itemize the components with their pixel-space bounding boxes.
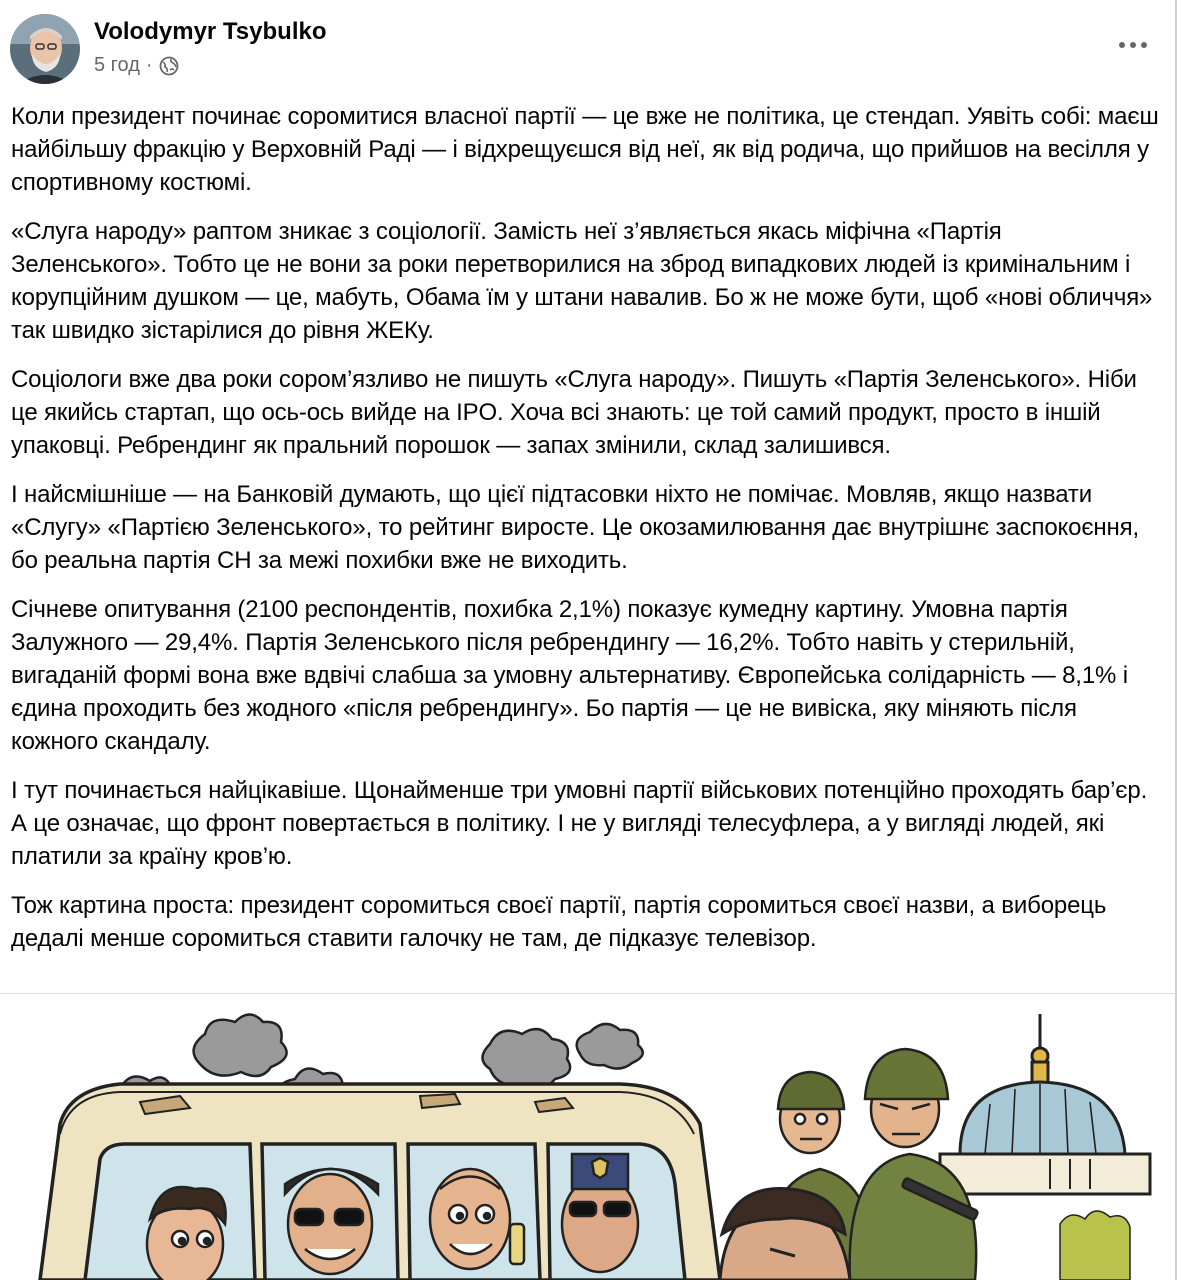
author-name[interactable]: Volodymyr Tsybulko — [94, 18, 327, 45]
globe-icon[interactable] — [159, 56, 179, 76]
post-paragraph-2: «Слуга народу» раптом зникає з соціології. Замість неї з’являється якась міфічна «Партія Зеленського». Тобто це не вони за роки перетворилися на зброд випадкових людей із кримінальним і корупційним душком — це, мабуть, Обама їм у штани навалив. Бо ж не може бути, щоб «нові обличчя» так швидко зістарілися до рівня ЖЕКу. — [11, 218, 1153, 344]
avatar-photo — [10, 14, 80, 84]
post-header — [10, 12, 1167, 86]
post-meta — [94, 54, 179, 77]
cartoon-illustration — [0, 994, 1177, 1280]
post-paragraph-1: Коли президент починає соромитися власної партії — це вже не політика, це стендап. Уявіть собі: маєш найбільшу фракцію у Верховній Раді — і відхрещуєшся від неї, як від родича, що прийшов на весілля у спортивному костюмі. — [11, 103, 1159, 196]
post-paragraph-5: Січневе опитування (2100 респондентів, похибка 2,1%) показує кумедну картину. Умовна партія Залужного — 29,4%. Партія Зеленського після ребрендингу — 16,2%. Тобто навіть у стерильній, вигаданій формі вона вже вдвічі слабша за умовну альтернативу. Європейська солідарність — 8,1% і єдина проходить без жодного «після ребрендингу». Бо партія — це не вивіска, яку міняють після кожного скандалу. — [11, 596, 1128, 755]
more-horizontal-icon — [1118, 41, 1148, 49]
more-options-button[interactable] — [1113, 32, 1153, 58]
post-paragraph-6: І тут починається найцікавіше. Щонайменше три умовні партії військових потенційно проходять бар’єр. А це означає, що фронт повертається в політику. І не у вигляді телесуфлера, а у вигляді людей, які платили за країну кров’ю. — [11, 777, 1148, 870]
meta-separator: · — [145, 54, 153, 76]
post-cartoon-image[interactable] — [0, 994, 1177, 1280]
author-avatar[interactable] — [10, 14, 80, 84]
post-paragraph-7: Тож картина проста: президент соромиться своєї партії, партія соромиться своєї назви, а виборець дедалі менше соромиться ставити галочку не там, де підказує телевізор. — [11, 892, 1107, 952]
post-text — [11, 100, 1161, 971]
post-timestamp[interactable]: 5 год — [94, 54, 140, 76]
post-paragraph-4: І найсмішніше — на Банковій думають, що цієї підтасовки ніхто не помічає. Мовляв, якщо назвати «Слугу» «Партією Зеленського», то рейтинг виросте. Це окозамилювання дає внутрішнє заспокоєння, бо реальна партія СН за межі похибки вже не виходить. — [11, 481, 1140, 574]
post-paragraph-3: Соціологи вже два роки сором’язливо не пишуть «Слуга народу». Пишуть «Партія Зеленського». Ніби це якийсь стартап, що ось-ось вийде на IPO. Хоча всі знають: це той самий продукт, просто в іншій упаковці. Ребрендинг як пральний порошок — запах змінили, склад залишився. — [11, 366, 1137, 459]
